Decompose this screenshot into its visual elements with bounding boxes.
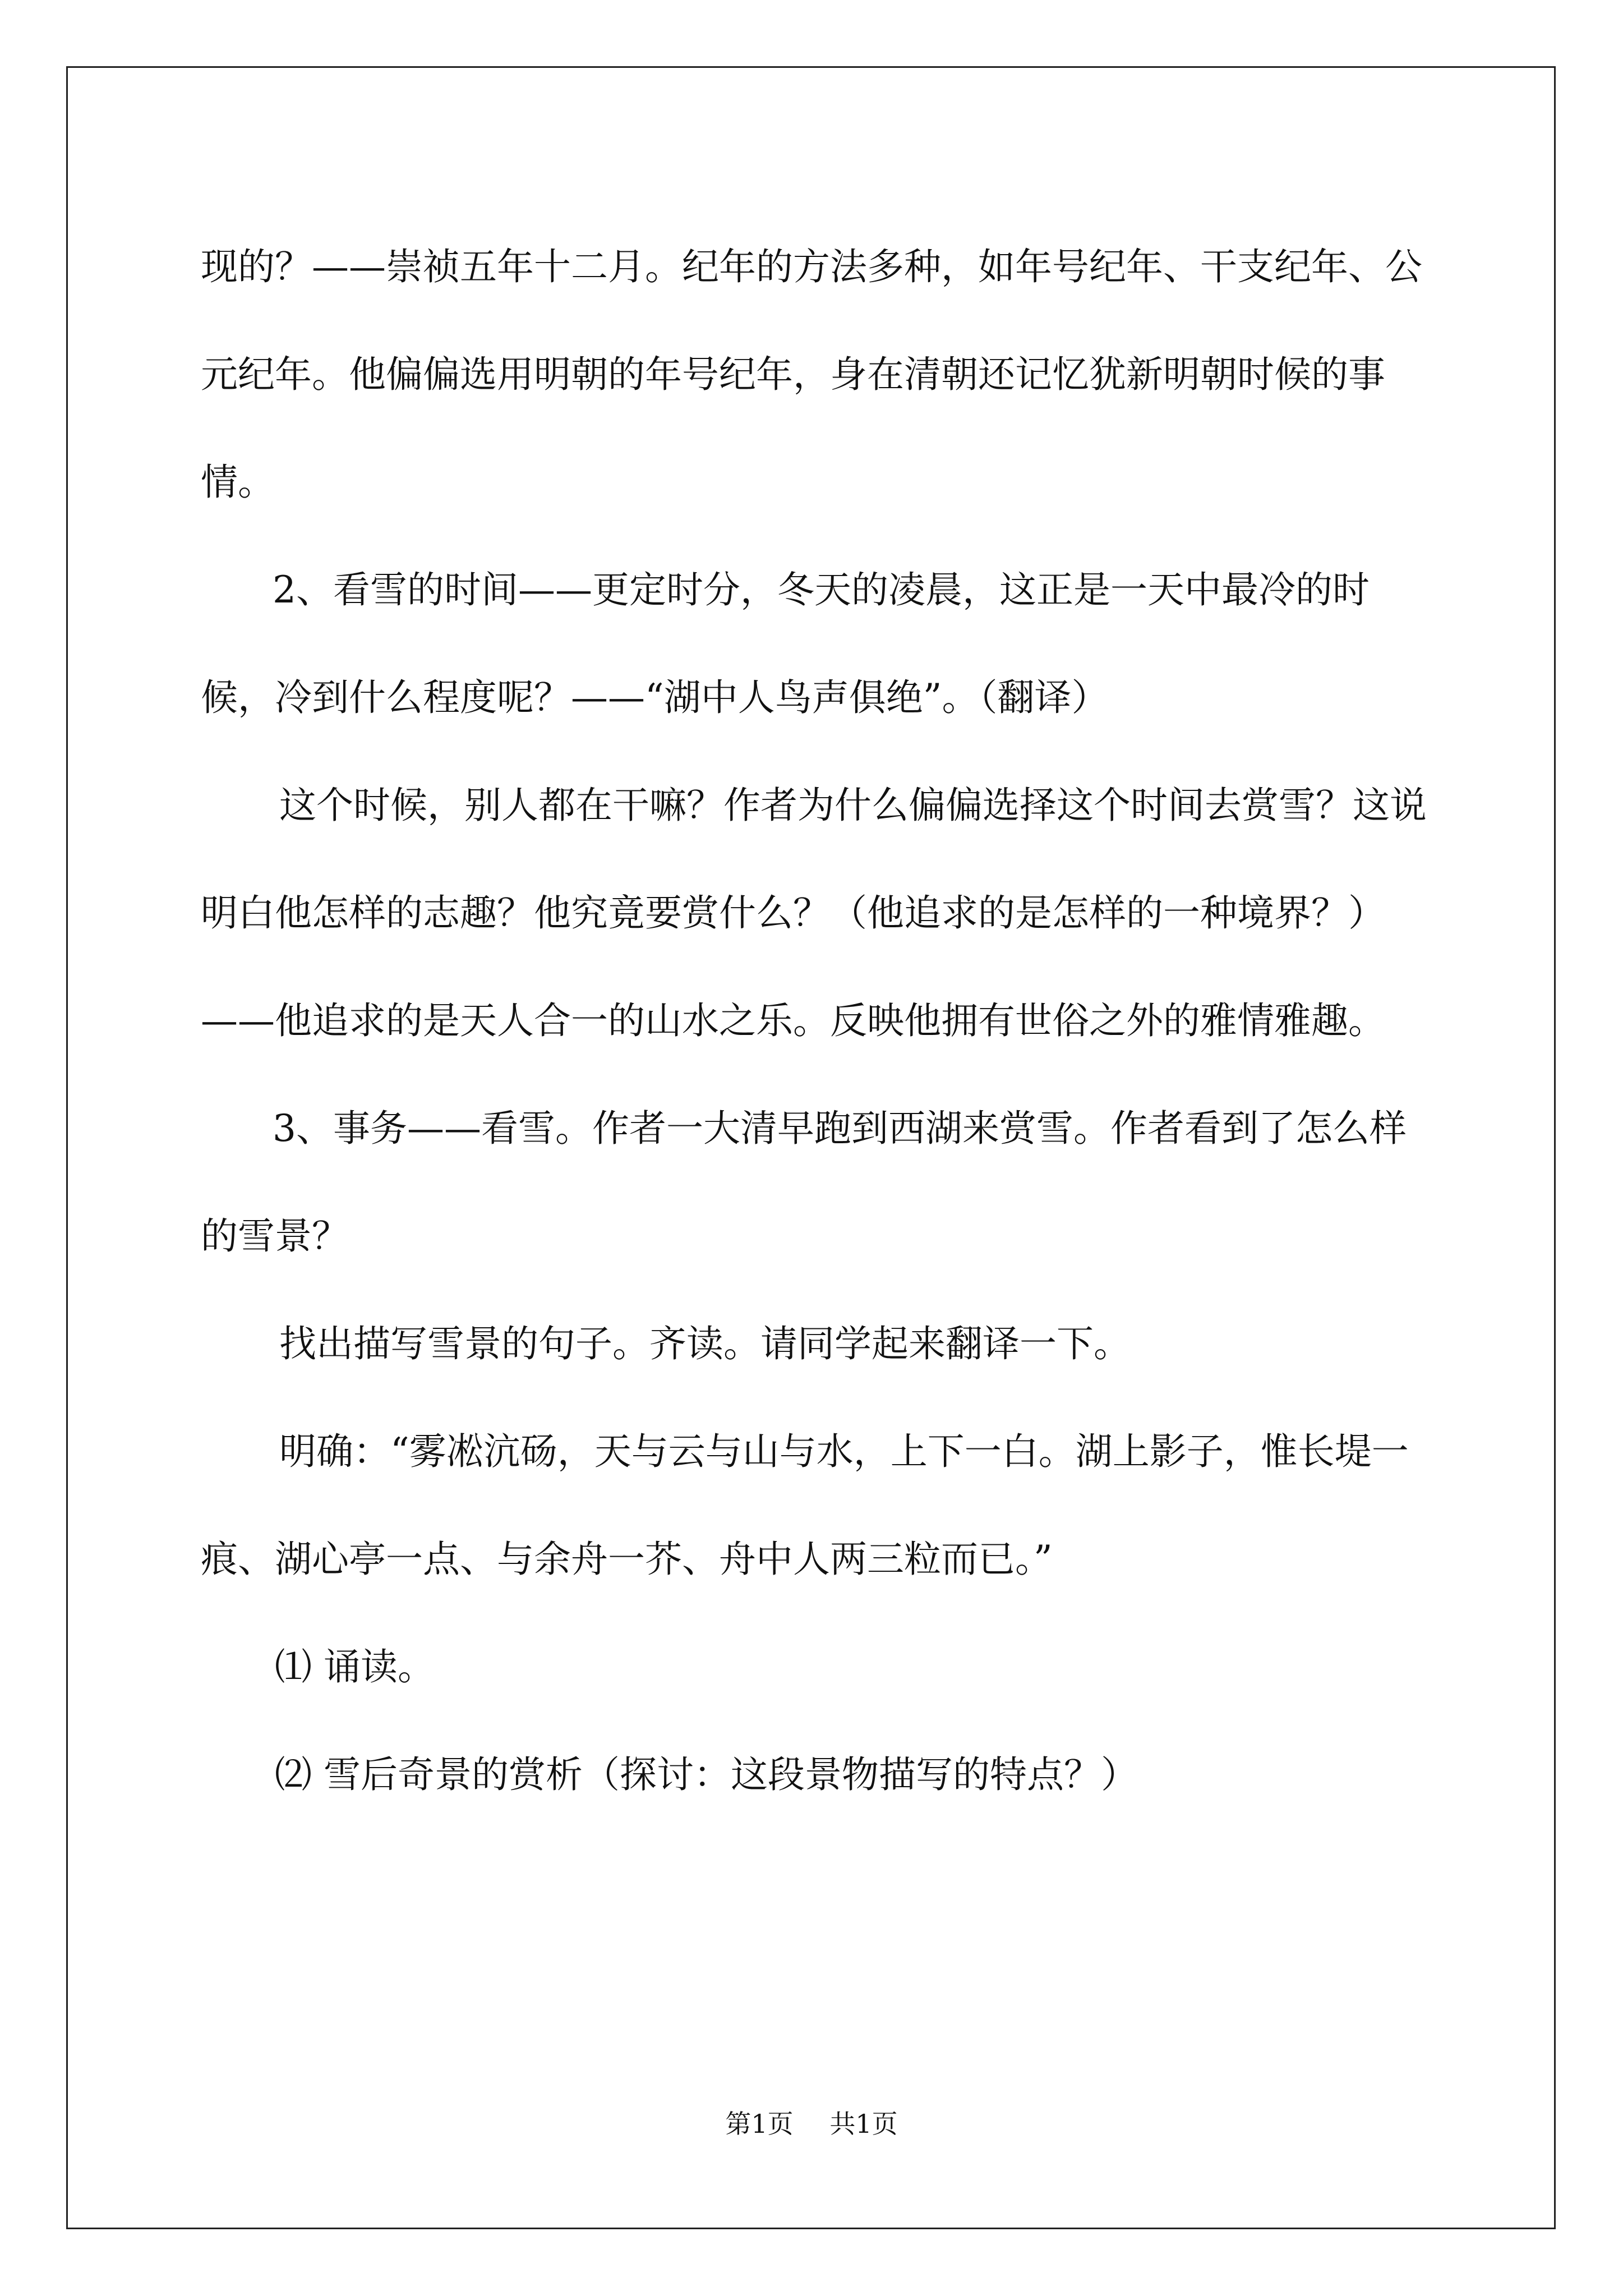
paragraph-9: ⑵ 雪后奇景的赏析（探讨：这段景物描写的特点？） — [275, 1753, 1138, 1796]
paragraph-2: 2、看雪的时间——更定时分，冬天的凌晨，这正是一天中最冷的时候，冷到什么程度呢？——“湖中人鸟声俱绝”。（翻译） — [201, 568, 1370, 719]
paragraph-4: ——他追求的是天人合一的山水之乐。反映他拥有世俗之外的雅情雅趣。 — [201, 999, 1385, 1042]
paragraph-7: 明确：“雾凇沆砀，天与云与山与水，上下一白。湖上影子，惟长堤一痕、湖心亭一点、与余舟一芥、舟中人两三粒而已。” — [201, 1430, 1409, 1581]
paragraph-1: 现的？——崇祯五年十二月。纪年的方法多种，如年号纪年、干支纪年、公元纪年。他偏偏选用明朝的年号纪年，身在清朝还记忆犹新明朝时候的事情。 — [201, 245, 1422, 504]
paragraph-8: ⑴ 诵读。 — [275, 1645, 435, 1688]
paragraph-5: 3、事务——看雪。作者一大清早跑到西湖来赏雪。作者看到了怎么样的雪景？ — [201, 1107, 1407, 1258]
page-footer — [0, 2104, 1623, 2141]
paragraph-3: 这个时候，别人都在干嘛？作者为什么偏偏选择这个时间去赏雪？这说明白他怎样的志趣？他究竟要赏什么？（他追求的是怎样的一种境界？） — [201, 784, 1427, 935]
page-number: 第1页 — [725, 2109, 794, 2139]
document-body — [201, 213, 1435, 1829]
paragraph-6: 找出描写雪景的句子。齐读。请同学起来翻译一下。 — [279, 1322, 1131, 1365]
page-total: 共1页 — [829, 2109, 898, 2139]
